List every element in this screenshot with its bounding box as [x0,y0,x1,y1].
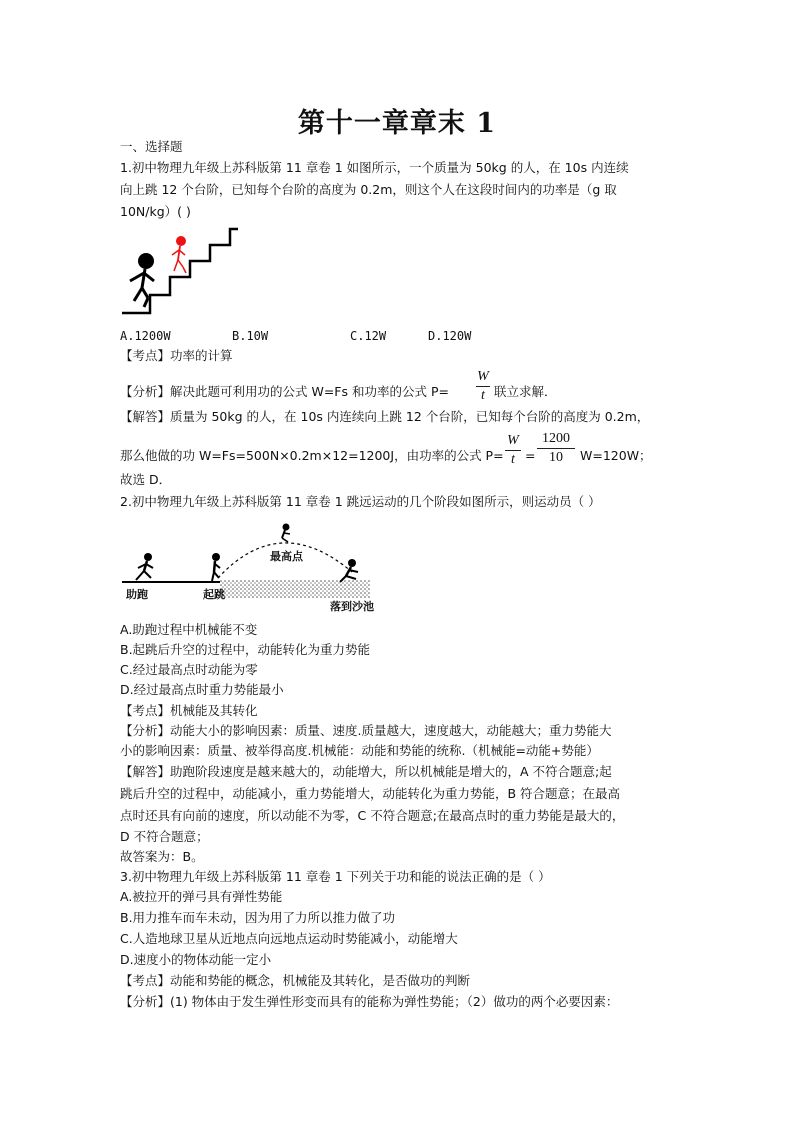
q2-jieda-line-1: 【解答】助跑阶段速度是越来越大的，动能增大，所以机械能是增大的，A 不符合题意;起 [120,764,612,779]
fraction-denominator: t [511,452,515,467]
q2-fenxi-line-2: 小的影响因素：质量、被举得高度.机械能：动能和势能的统称.（机械能=动能+势能） [120,743,599,758]
q1-jieda-line-2a: 那么他做的功 W=Fs=500N×0.2m×12=1200J，由功率的公式 P= [120,448,504,463]
page-title: 第十一章章末 1 [297,108,497,139]
q1-stem-line-3: 10N/kg）( ) [120,204,191,219]
q1-jieda-line-2b: W=120W； [580,448,652,463]
q3-kaodian: 【考点】动能和势能的概念，机械能及其转化，是否做功的判断 [120,973,471,988]
fraction-denominator: t [481,388,485,403]
q2-jieda-line-4: D 不符合题意； [120,829,209,844]
fraction-numerator: 1200 [542,431,570,446]
stairs-figure [120,225,250,320]
q3-option-b: B.用力推车而车未动，因为用了力所以推力做了功 [120,910,396,925]
q2-option-b: B.起跳后升空的过程中，动能转化为重力势能 [120,642,371,657]
fraction-bar [537,448,575,449]
section-heading: 一、选择题 [120,139,183,154]
fig-label-run-up: 助跑 [126,588,148,601]
q3-fenxi: 【分析】(1) 物体由于发生弹性形变而具有的能称为弹性势能；（2）做功的两个必要因素： [120,994,619,1009]
q2-fenxi-line-1: 【分析】动能大小的影响因素：质量、速度.质量越大，速度越大，动能越大；重力势能大 [120,723,612,738]
q3-option-c: C.人造地球卫星从近地点向远地点运动时势能减小，动能增大 [120,931,458,946]
q3-option-d: D.速度小的物体动能一定小 [120,952,272,967]
fig-label-takeoff: 起跳 [203,588,225,601]
q1-jieda-equals: = [525,448,536,463]
q1-fenxi-b: 联立求解． [494,384,557,399]
q2-option-d: D.经过最高点时重力势能最小 [120,682,284,697]
q2-kaodian: 【考点】机械能及其转化 [120,703,258,718]
fraction-bar [505,450,521,451]
q1-option-c: C.12W [350,329,387,343]
fraction-denominator: 10 [549,450,563,465]
q1-stem-line-2: 向上跳 12 个台阶，已知每个台阶的高度为 0.2m，则这个人在这段时间内的功率是（g 取 [120,182,617,197]
fraction-bar [476,386,490,387]
q1-jieda-line-1: 【解答】质量为 50kg 的人，在 10s 内连续向上跳 12 个台阶，已知每个台阶的高度为 0.2m， [120,409,650,424]
q2-stem: 2.初中物理九年级上苏科版第 11 章卷 1 跳远运动的几个阶段如图所示，则运动员（ ） [120,494,601,509]
q2-option-c: C.经过最高点时动能为零 [120,662,258,677]
q1-jieda-fraction-value [537,431,575,466]
q1-option-b: B.10W [232,329,269,343]
fraction-numerator: W [477,369,489,384]
q1-option-a: A.1200W [120,329,171,343]
q1-option-d: D.120W [428,329,472,343]
q1-kaodian: 【考点】功率的计算 [120,348,233,363]
q2-jieda-line-3: 点时还具有向前的速度，所以动能不为零，C 不符合题意;在最高点时的重力势能是最大的， [120,808,625,823]
q1-fenxi-a: 【分析】解决此题可利用功的公式 W=Fs 和功率的公式 P= [120,384,449,399]
q1-jieda-fraction-wt [505,433,521,468]
q3-stem: 3.初中物理九年级上苏科版第 11 章卷 1 下列关于功和能的说法正确的是（ ） [120,869,551,884]
q2-answer: 故答案为：B。 [120,849,204,864]
q1-stem-line-1: 1.初中物理九年级上苏科版第 11 章卷 1 如图所示，一个质量为 50kg 的人，在 10s 内连续 [120,160,629,175]
fig-label-sandpit: 落到沙池 [330,600,374,613]
q1-fenxi-fraction [476,369,490,404]
fraction-numerator: W [507,433,519,448]
q3-option-a: A.被拉开的弹弓具有弹性势能 [120,889,283,904]
q1-answer: 故选 D． [120,472,172,487]
q2-option-a: A.助跑过程中机械能不变 [120,622,258,637]
fig-label-peak: 最高点 [270,550,303,563]
q2-jieda-line-2: 跳后升空的过程中，动能减小，重力势能增大，动能转化为重力势能，B 符合题意；在最高 [120,786,621,801]
